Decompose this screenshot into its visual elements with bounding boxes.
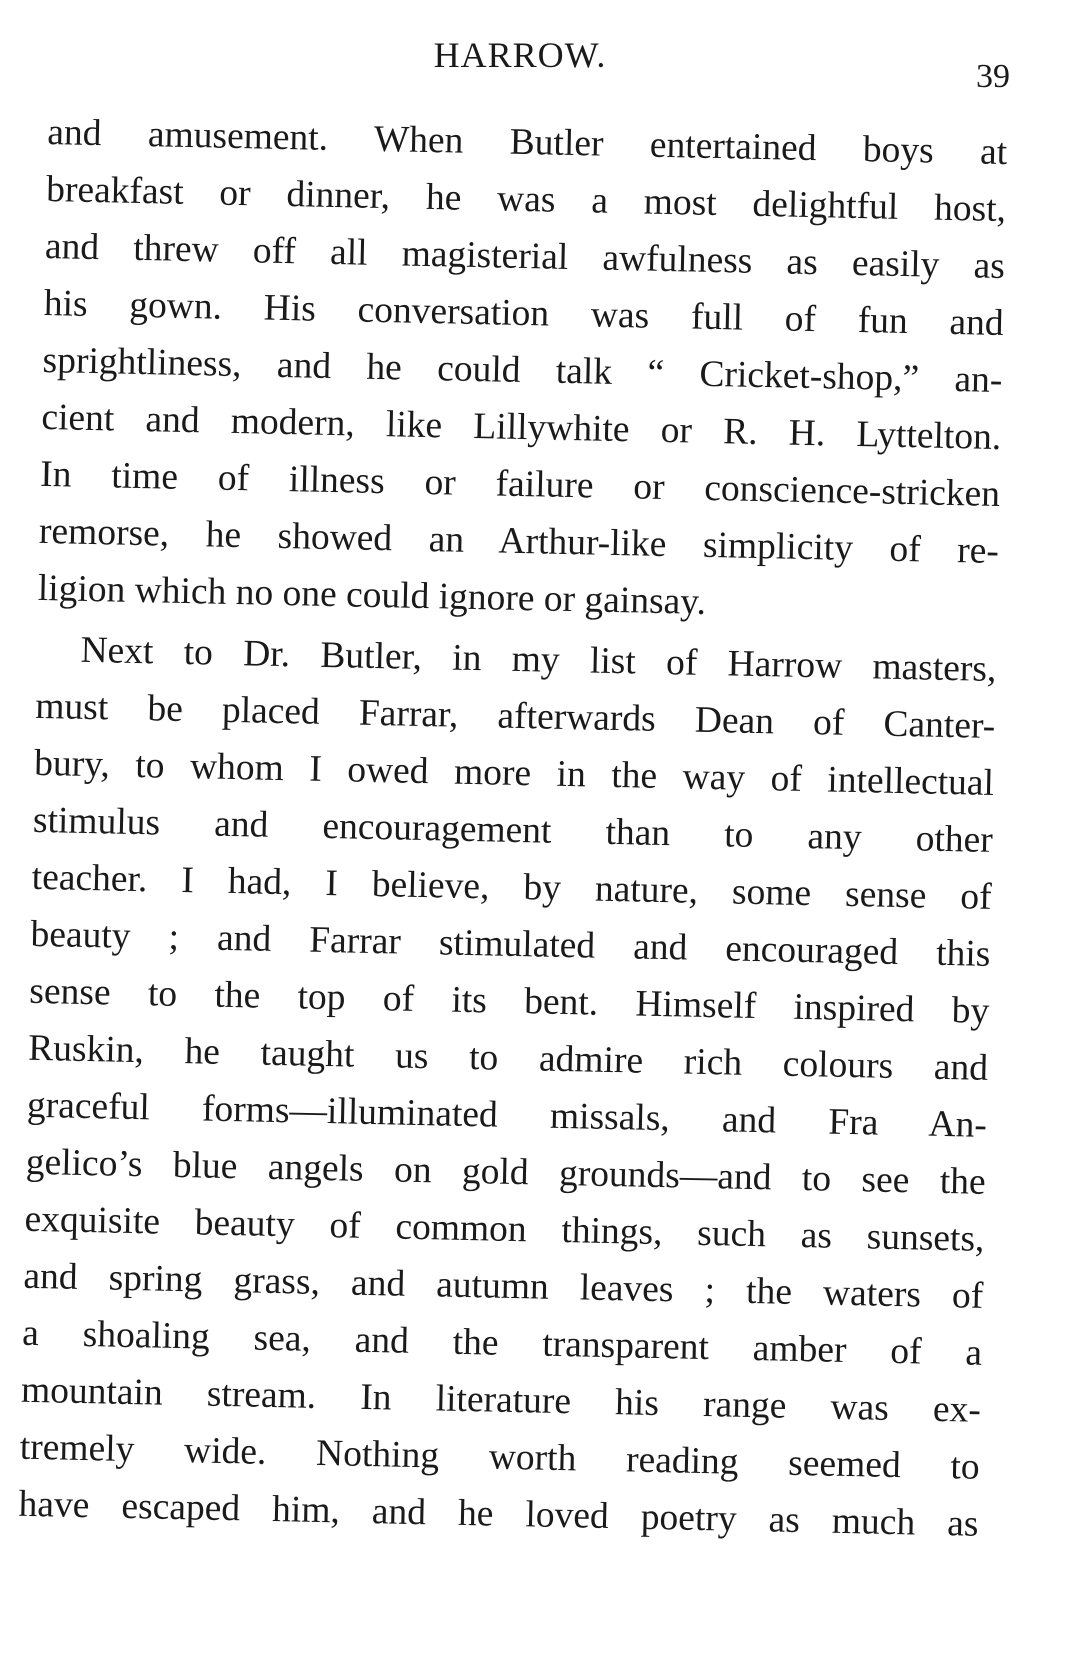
- text-line: and threw off all magisterial awfulness as easily as: [44, 225, 1006, 288]
- text-line: graceful forms—illuminated missals, and Fra An-: [26, 1084, 988, 1146]
- text-line: breakfast or dinner, he was a most delightful host,: [45, 168, 1007, 231]
- page-number: 39: [976, 58, 1010, 95]
- paragraph-start-line: Next to Dr. Butler, in my list of Harrow masters,: [80, 629, 997, 690]
- text-line: a shoaling sea, and the transparent amber of a: [21, 1312, 983, 1374]
- text-line: have escaped him, and he loved poetry as much as: [18, 1483, 979, 1545]
- text-line: sense to the top of its bent. Himself inspired by: [28, 970, 990, 1032]
- paragraph-end-line: ligion which no one could ignore or gainsay.: [37, 567, 707, 623]
- text-line: exquisite beauty of common things, such as sunsets,: [24, 1198, 985, 1260]
- text-line: teacher. I had, I believe, by nature, some sense of: [31, 856, 993, 918]
- text-line: his gown. His conversation was full of fun and: [43, 282, 1005, 345]
- text-line: beauty ; and Farrar stimulated and encouraged this: [30, 913, 991, 975]
- text-line: stimulus and encouragement than to any other: [32, 799, 994, 861]
- text-line: Ruskin, he taught us to admire rich colours and: [27, 1027, 989, 1089]
- text-line: gelico’s blue angels on gold grounds—and to see the: [25, 1141, 987, 1203]
- text-line: and spring grass, and autumn leaves ; the waters of: [23, 1255, 984, 1317]
- text-line: In time of illness or failure or conscience-stricken: [39, 453, 1001, 516]
- running-title: HARROW.: [433, 35, 607, 75]
- text-line: sprightliness, and he could talk “ Cricket-shop,” an-: [42, 339, 1003, 402]
- text-line: and amusement. When Butler entertained boys at: [46, 111, 1008, 174]
- text-line: bury, to whom I owed more in the way of intellectual: [33, 742, 995, 804]
- body-text: [18, 104, 1008, 1553]
- text-line: remorse, he showed an Arthur-like simplicity of re-: [38, 510, 1000, 573]
- text-line: must be placed Farrar, afterwards Dean of Canter-: [34, 685, 996, 747]
- text-line: mountain stream. In literature his range was ex-: [20, 1369, 982, 1431]
- text-line: cient and modern, like Lillywhite or R. H. Lyttelton.: [41, 396, 1002, 459]
- text-line: tremely wide. Nothing worth reading seemed to: [19, 1426, 981, 1488]
